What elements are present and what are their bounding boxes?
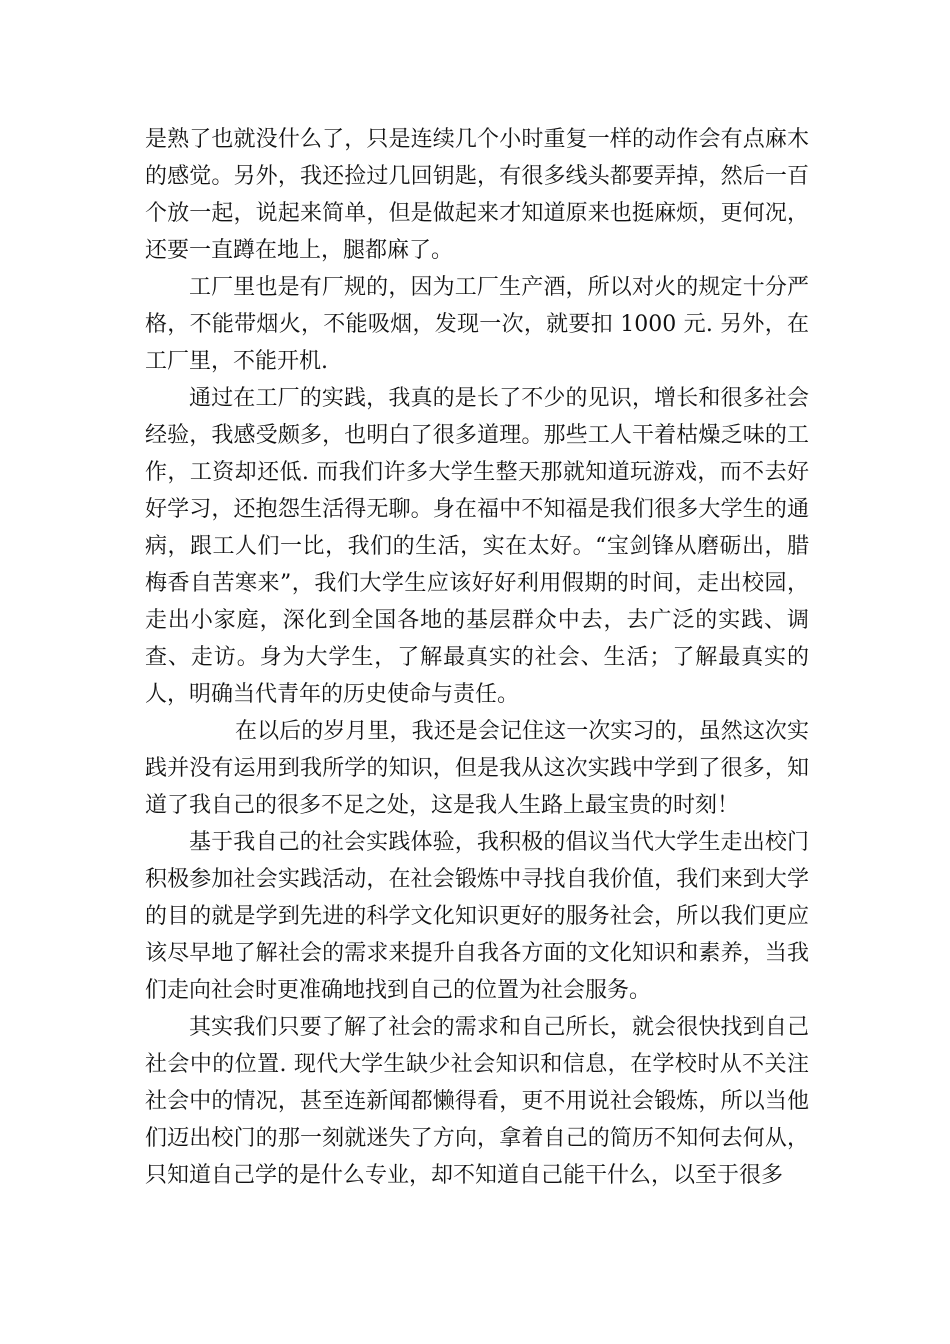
document-body — [145, 121, 809, 1194]
paragraph-4: 在以后的岁月里，我还是会记住这一次实习的，虽然这次实践并没有运用到我所学的知识，但是我从这次实践中学到了很多，知道了我自己的很多不足之处，这是我人生路上最宝贵的时刻！ — [145, 719, 809, 818]
paragraph-6: 其实我们只要了解了社会的需求和自己所长，就会很快找到自己社会中的位置. 现代大学生缺少社会知识和信息，在学校时从不关注社会中的情况，甚至连新闻都懒得看，更不用说社会锻炼，所以当他们迈出校门的那一刻就迷失了方向，拿着自己的简历不知何去何从，只知道自己学的是什么专业，却不知道自己能干什么，以至于很多 — [145, 1015, 809, 1188]
paragraph-2: 工厂里也是有厂规的，因为工厂生产酒，所以对火的规定十分严格，不能带烟火，不能吸烟，发现一次，就要扣 1000 元. 另外，在工厂里，不能开机. — [145, 275, 809, 374]
paragraph-3: 通过在工厂的实践，我真的是长了不少的见识，增长和很多社会经验，我感受颇多，也明白了很多道理。那些工人干着枯燥乏味的工作，工资却还低. 而我们许多大学生整天那就知道玩游戏，而不去好好学习，还抱怨生活得无聊。身在福中不知福是我们很多大学生的通病，跟工人们一比，我们的生活，实在太好。“宝剑锋从磨砺出，腊梅香自苦寒来”，我们大学生应该好好利用假期的时间，走出校园，走出小家庭，深化到全国各地的基层群众中去，去广泛的实践、调查、走访。身为大学生，了解最真实的社会、生活；了解最真实的人，明确当代青年的历史使命与责任。 — [145, 386, 809, 707]
paragraph-5: 基于我自己的社会实践体验，我积极的倡议当代大学生走出校门积极参加社会实践活动，在社会锻炼中寻找自我价值，我们来到大学的目的就是学到先进的科学文化知识更好的服务社会，所以我们更应该尽早地了解社会的需求来提升自我各方面的文化知识和素养，当我们走向社会时更准确地找到自己的位置为社会服务。 — [145, 830, 809, 1003]
paragraph-1: 是熟了也就没什么了，只是连续几个小时重复一样的动作会有点麻木的感觉。另外，我还捡过几回钥匙，有很多线头都要弄掉，然后一百个放一起，说起来简单，但是做起来才知道原来也挺麻烦，更何况，还要一直蹲在地上，腿都麻了。 — [145, 127, 809, 263]
